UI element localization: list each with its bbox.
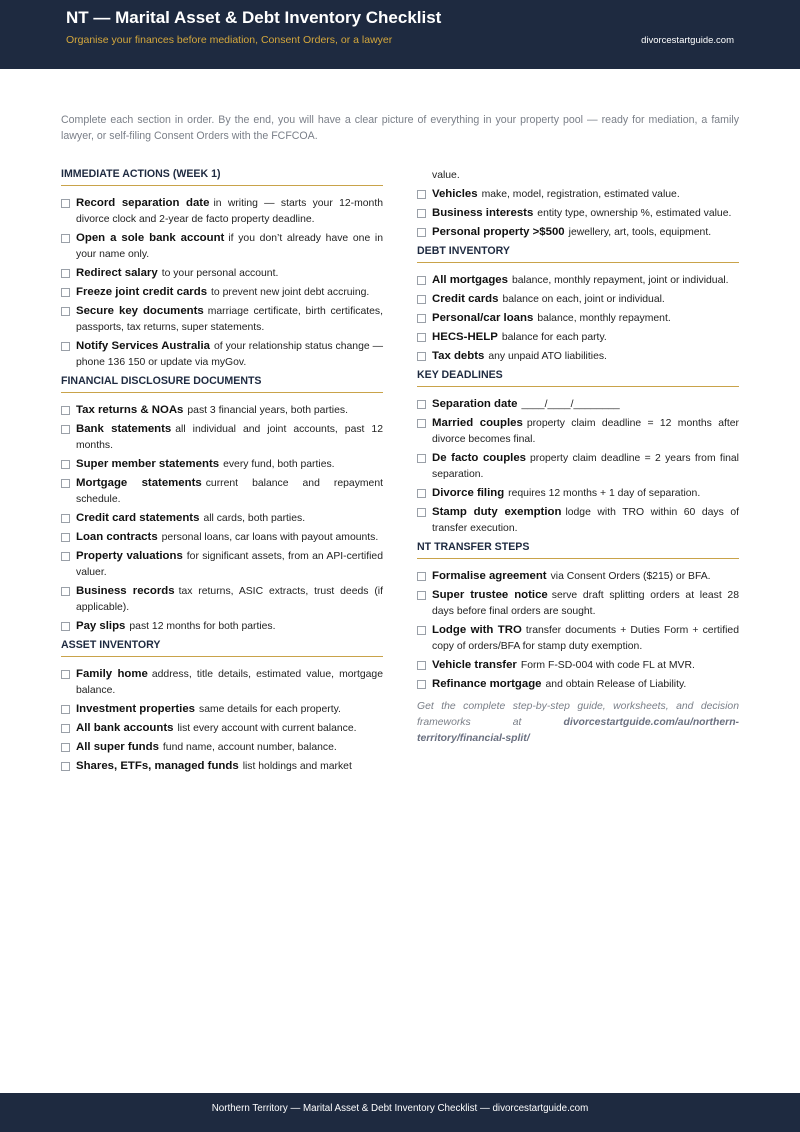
item-description: and obtain Release of Liability.: [545, 679, 687, 690]
item-description: to prevent new joint debt accruing.: [211, 287, 370, 298]
item-description: past 3 financial years, both parties.: [187, 405, 348, 416]
checklist-item: [417, 415, 739, 448]
checkbox[interactable]: [417, 352, 426, 361]
checkbox[interactable]: [417, 661, 426, 670]
checklist-item: [61, 475, 383, 508]
item-term: Business records: [76, 585, 175, 597]
item-description: marriage certificate, birth certificates, passports, tax returns, super statements.: [76, 306, 383, 333]
item-description: of your relationship status change — phone 136 150 or update via myGov.: [76, 341, 383, 368]
item-term: Credit cards: [432, 293, 499, 305]
section-heading-immediate: IMMEDIATE ACTIONS (WEEK 1): [61, 167, 383, 186]
item-term: Pay slips: [76, 620, 126, 632]
asset-list: [61, 666, 383, 775]
item-term: All mortgages: [432, 274, 508, 286]
item-description: via Consent Orders ($215) or BFA.: [550, 571, 711, 582]
item-description: current balance and repayment schedule.: [76, 478, 383, 505]
item-term: Formalise agreement: [432, 570, 547, 582]
checkbox[interactable]: [417, 454, 426, 463]
item-term: HECS-HELP: [432, 331, 498, 343]
item-description: if you don’t already have one in your name only.: [76, 233, 383, 260]
item-term: Super trustee notice: [432, 589, 548, 601]
checkbox[interactable]: [61, 460, 70, 469]
checkbox[interactable]: [417, 314, 426, 323]
checkbox[interactable]: [417, 680, 426, 689]
checklist-item: [417, 622, 739, 655]
deadline-list: [417, 396, 739, 537]
checkbox[interactable]: [417, 400, 426, 409]
item-term: Secure key documents: [76, 305, 204, 317]
checklist-item: [61, 195, 383, 228]
checkbox[interactable]: [61, 234, 70, 243]
item-description: to your personal account.: [161, 268, 279, 279]
checklist-item: [61, 583, 383, 616]
checklist-item: [61, 456, 383, 473]
item-description: all individual and joint accounts, past 12 months.: [76, 424, 383, 451]
item-term: Credit card statements: [76, 512, 200, 524]
checklist-item: [61, 720, 383, 737]
item-description: transfer documents + Duties Form + certified copy of orders/BFA for stamp duty exemption.: [432, 625, 739, 652]
item-term: Vehicles: [432, 188, 478, 200]
checkbox[interactable]: [417, 626, 426, 635]
checklist-item: [61, 618, 383, 635]
checkbox[interactable]: [61, 479, 70, 488]
checkbox[interactable]: [61, 705, 70, 714]
item-description: fund name, account number, balance.: [162, 742, 337, 753]
item-term: Investment properties: [76, 703, 196, 715]
item-description: property claim deadline = 12 months after divorce becomes final.: [432, 418, 739, 445]
item-term: Stamp duty exemption: [432, 506, 562, 518]
immediate-actions-list: [61, 195, 383, 371]
item-description: ____/____/________: [521, 399, 620, 410]
page-title: NT — Marital Asset & Debt Inventory Checklist: [66, 8, 442, 27]
item-term: Loan contracts: [76, 531, 158, 543]
item-term: Notify Services Australia: [76, 340, 210, 352]
header-site-link[interactable]: divorcestartguide.com: [641, 35, 734, 46]
item-description: personal loans, car loans with payout amounts.: [161, 532, 379, 543]
checkbox[interactable]: [417, 190, 426, 199]
section-heading-disclosure: FINANCIAL DISCLOSURE DOCUMENTS: [61, 374, 383, 393]
item-term: Mortgage statements: [76, 477, 202, 489]
item-term: Lodge with TRO: [432, 624, 522, 636]
item-term: De facto couples: [432, 452, 527, 464]
checklist-item: [417, 310, 739, 327]
checklist-item: [417, 224, 739, 241]
item-description: Form F-SD-004 with code FL at MVR.: [520, 660, 695, 671]
checkbox[interactable]: [417, 276, 426, 285]
item-description: balance on each, joint or individual.: [502, 294, 665, 305]
item-description: any unpaid ATO liabilities.: [488, 351, 607, 362]
checklist-item: [417, 205, 739, 222]
item-term: Business interests: [432, 207, 534, 219]
checklist-item: [61, 402, 383, 419]
checklist-item: [417, 329, 739, 346]
checklist-item: [61, 701, 383, 718]
item-term: Married couples: [432, 417, 523, 429]
checkbox[interactable]: [417, 419, 426, 428]
page-footer: [0, 1093, 800, 1132]
right-column: [417, 168, 739, 747]
item-term: Family home: [76, 668, 148, 680]
checklist-item: [61, 758, 383, 775]
item-term: Shares, ETFs, managed funds: [76, 760, 239, 772]
checkbox[interactable]: [61, 288, 70, 297]
item-term: Tax debts: [432, 350, 485, 362]
item-description: past 12 months for both parties.: [129, 621, 276, 632]
checkbox[interactable]: [61, 425, 70, 434]
checklist-item: [61, 265, 383, 282]
item-description: lodge with TRO within 60 days of transfer execution.: [432, 507, 739, 534]
item-description: in writing — starts your 12-month divorce clock and 2-year de facto property deadline.: [76, 198, 384, 225]
checklist-item: [417, 348, 739, 365]
checkbox[interactable]: [61, 342, 70, 351]
item-description: list holdings and market: [242, 761, 352, 772]
page-subtitle: Organise your finances before mediation, Consent Orders, or a lawyer: [66, 34, 393, 46]
item-description: requires 12 months + 1 day of separation.: [508, 488, 701, 499]
checkbox[interactable]: [417, 508, 426, 517]
checkbox[interactable]: [417, 228, 426, 237]
checkbox[interactable]: [61, 307, 70, 316]
item-term: Super member statements: [76, 458, 220, 470]
asset-item-continuation: value.: [432, 170, 460, 181]
item-description: balance for each party.: [501, 332, 607, 343]
item-term: Bank statements: [76, 423, 172, 435]
checklist-item: [417, 186, 739, 203]
item-term: Redirect salary: [76, 267, 158, 279]
item-term: Tax returns & NOAs: [76, 404, 184, 416]
checklist-item: [417, 485, 739, 502]
item-term: Record separation date: [76, 197, 210, 209]
checkbox[interactable]: [61, 514, 70, 523]
checkbox[interactable]: [417, 333, 426, 342]
checklist-item: [61, 666, 383, 699]
checkbox[interactable]: [417, 209, 426, 218]
checklist-item: [61, 529, 383, 546]
section-heading-transfer: NT TRANSFER STEPS: [417, 540, 739, 559]
checklist-item: [417, 272, 739, 289]
item-term: Refinance mortgage: [432, 678, 542, 690]
asset-list-continued: [417, 186, 739, 241]
item-description: list every account with current balance.: [177, 723, 357, 734]
item-term: Personal/car loans: [432, 312, 534, 324]
disclosure-list: [61, 402, 383, 635]
checklist-item: [417, 676, 739, 693]
item-term: Divorce filing: [432, 487, 505, 499]
checklist-item: [61, 548, 383, 581]
item-description: address, title details, estimated value, mortgage balance.: [76, 669, 383, 696]
checkbox[interactable]: [61, 552, 70, 561]
item-description: make, model, registration, estimated value.: [481, 189, 680, 200]
intro-paragraph: Complete each section in order. By the end, you will have a clear picture of everything in your property pool — ready for mediation, a family lawyer, or self-filing Consent Orders with the FCFCOA.: [61, 114, 739, 142]
checklist-item: [61, 303, 383, 336]
footer-text: Northern Territory — Marital Asset & Debt Inventory Checklist — divorcestartguide.com: [211, 1103, 589, 1114]
checkbox[interactable]: [61, 724, 70, 733]
checkbox[interactable]: [61, 762, 70, 771]
item-term: Personal property >$500: [432, 226, 565, 238]
item-term: Vehicle transfer: [432, 659, 517, 671]
checklist-item: [61, 510, 383, 527]
item-term: Separation date: [432, 398, 518, 410]
checklist-item: [417, 450, 739, 483]
checklist-item: [61, 230, 383, 263]
closing-note: [417, 699, 739, 747]
checkbox[interactable]: [61, 743, 70, 752]
item-description: for significant assets, from an API-certified valuer.: [76, 551, 383, 578]
section-heading-deadlines: KEY DEADLINES: [417, 368, 739, 387]
item-description: entity type, ownership %, estimated value.: [537, 208, 732, 219]
checklist-item: [417, 396, 739, 413]
checkbox[interactable]: [61, 269, 70, 278]
checkbox[interactable]: [417, 489, 426, 498]
item-description: every fund, both parties.: [223, 459, 335, 470]
checklist-item: [417, 568, 739, 585]
closing-text: Get the complete step-by-step guide, worksheets, and decision frameworks at: [417, 701, 739, 728]
checklist-item: [61, 421, 383, 454]
item-description: all cards, both parties.: [203, 513, 306, 524]
checklist-item: [417, 291, 739, 308]
item-description: tax returns, ASIC extracts, trust deeds (if applicable).: [76, 586, 383, 613]
checklist-item: [417, 504, 739, 537]
item-description: balance, monthly repayment.: [537, 313, 671, 324]
checklist-item: [61, 338, 383, 371]
checkbox[interactable]: [61, 406, 70, 415]
checklist-item: [417, 587, 739, 620]
item-description: balance, monthly repayment, joint or individual.: [511, 275, 729, 286]
item-description: same details for each property.: [199, 704, 341, 715]
transfer-steps-list: [417, 568, 739, 693]
checkbox[interactable]: [61, 670, 70, 679]
checkbox[interactable]: [61, 533, 70, 542]
section-heading-assets: ASSET INVENTORY: [61, 638, 383, 657]
left-column: [61, 167, 383, 777]
checkbox[interactable]: [417, 572, 426, 581]
checkbox[interactable]: [61, 587, 70, 596]
debt-list: [417, 272, 739, 365]
item-description: serve draft splitting orders at least 28 days before final orders are sought.: [432, 590, 739, 617]
guide-link[interactable]: divorcestartguide.com/au/northern-territory/financial-split/: [417, 717, 739, 744]
item-term: All bank accounts: [76, 722, 174, 734]
checkbox[interactable]: [61, 199, 70, 208]
item-term: Property valuations: [76, 550, 183, 562]
page-header: [0, 0, 800, 69]
checkbox[interactable]: [417, 295, 426, 304]
item-description: jewellery, art, tools, equipment.: [568, 227, 712, 238]
item-term: Open a sole bank account: [76, 232, 225, 244]
item-term: All super funds: [76, 741, 159, 753]
checklist-item: [61, 739, 383, 756]
checkbox[interactable]: [61, 622, 70, 631]
section-heading-debts: DEBT INVENTORY: [417, 244, 739, 263]
checklist-item: [61, 284, 383, 301]
checkbox[interactable]: [417, 591, 426, 600]
item-description: property claim deadline = 2 years from final separation.: [432, 453, 739, 480]
checklist-item: [417, 657, 739, 674]
item-term: Freeze joint credit cards: [76, 286, 208, 298]
